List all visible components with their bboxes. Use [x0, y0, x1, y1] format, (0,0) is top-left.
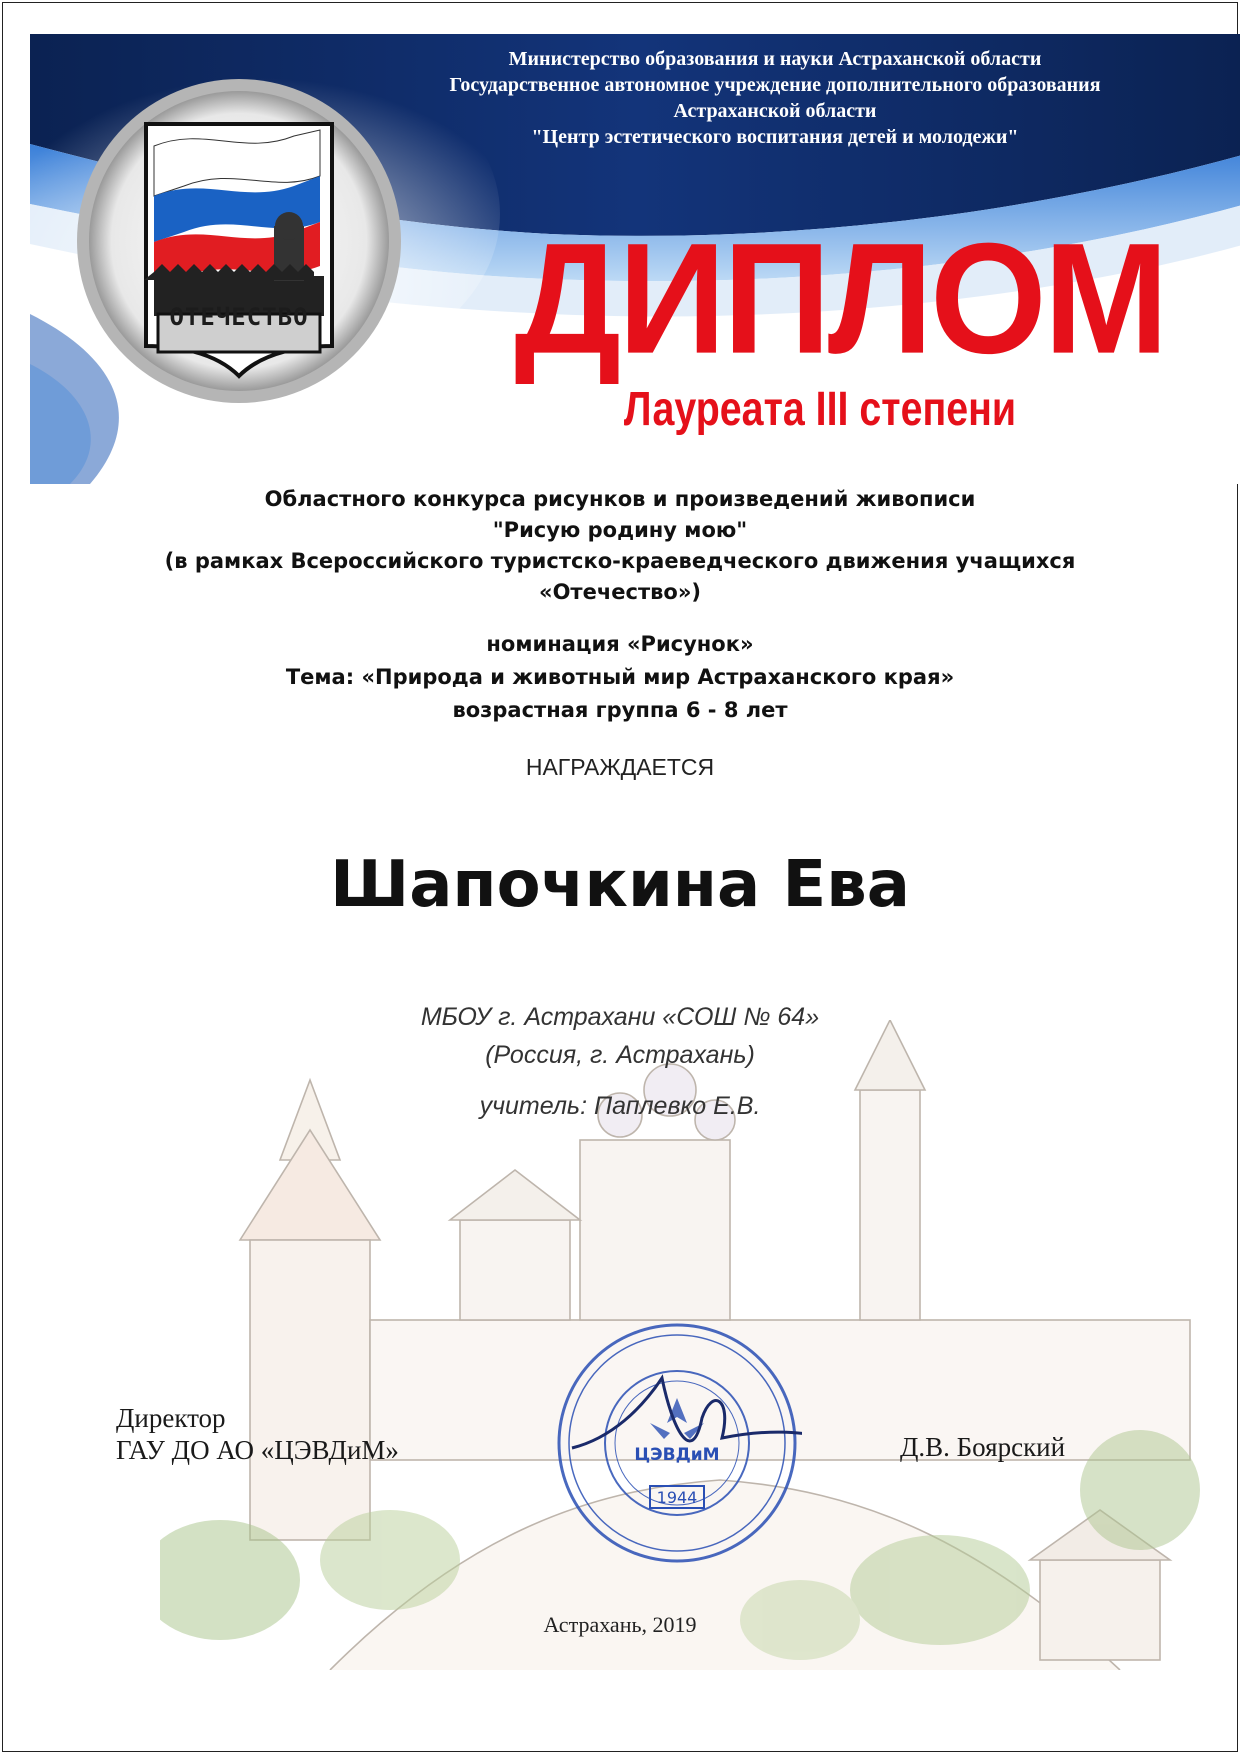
contest-line: «Отечество») [539, 580, 701, 604]
school-info [260, 998, 980, 1074]
emblem-word: ОТЕЧЕСТВО [169, 303, 309, 331]
issuer-line: Государственное автономное учреждение дополнительного образования [449, 74, 1101, 96]
director-name: Д.В. Боярский [900, 1432, 1066, 1462]
contest-line: Областного конкурса рисунков и произведений живописи [264, 487, 976, 511]
issuer-line: Астраханской области [673, 100, 877, 122]
school-location: (Россия, г. Астрахань) [485, 1041, 755, 1069]
stamp-year: 1944 [656, 1488, 698, 1507]
nomination-theme: Тема: «Природа и животный мир Астраханского края» [285, 665, 955, 689]
nomination-age-group: возрастная группа 6 - 8 лет [452, 698, 788, 722]
contest-description [80, 484, 1160, 608]
nomination-category: номинация «Рисунок» [486, 632, 754, 656]
director-title [116, 1402, 496, 1466]
awarded-label: НАГРАЖДАЕТСЯ [525, 754, 715, 780]
diploma-subtitle: Лауреата III степени [623, 383, 1017, 436]
contest-line: "Рисую родину мою" [492, 518, 748, 542]
stamp-logo-text: ЦЭВДиМ [634, 1445, 720, 1465]
issuer-line: Министерство образования и науки Астраханской области [508, 48, 1042, 70]
director-title-line: Директор [116, 1403, 226, 1433]
place-and-year: Астрахань, 2019 [543, 1612, 697, 1637]
issuer-line: "Центр эстетического воспитания детей и молодежи" [531, 126, 1019, 148]
director-signature [572, 1378, 802, 1448]
teacher-name: учитель: Паплевко Е.В. [479, 1092, 761, 1120]
diploma-title: ДИПЛОМ [514, 209, 1166, 387]
school-name: МБОУ г. Астрахани «СОШ № 64» [420, 1003, 820, 1031]
director-org-line: ГАУ ДО АО «ЦЭВДиМ» [116, 1435, 399, 1465]
contest-line: (в рамках Всероссийского туристско-краеведческого движения учащихся [164, 549, 1076, 573]
official-stamp [552, 1318, 802, 1568]
recipient-name: Шапочкина Ева [330, 848, 910, 922]
otechestvo-emblem [74, 76, 404, 406]
issuer-header [360, 46, 1190, 150]
nomination-block [160, 628, 1080, 727]
